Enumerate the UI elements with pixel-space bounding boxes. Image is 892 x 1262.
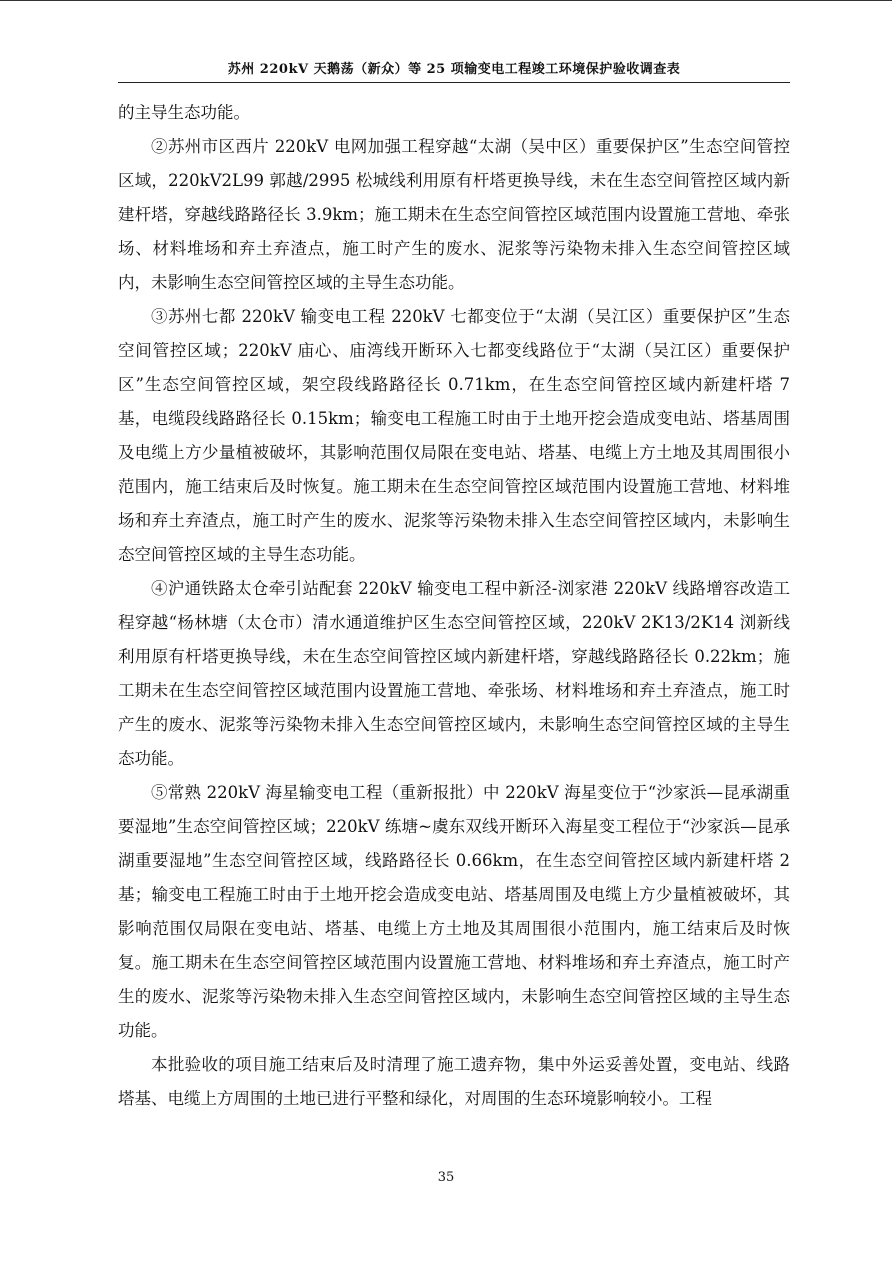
- paragraph-continuation: 的主导生态功能。: [118, 103, 250, 122]
- header-rule: [118, 82, 790, 83]
- page-number: 35: [437, 1170, 455, 1185]
- paragraph-summary: 本批验收的项目施工结束后及时清理了施工遗弃物，集中外运妥善处置，变电站、线路塔基、电缆上方周围的土地已进行平整和绿化，对周围的生态环境影响较小。工程: [118, 1055, 790, 1108]
- paragraph-item-4: ④沪通铁路太仓牵引站配套 220kV 输变电工程中新泾-浏家港 220kV 线路增容改造工程穿越“杨林塘（太仓市）清水通道维护区生态空间管控区域，220kV 2K13/2K14 浏新线利用原有杆塔更换导线，未在生态空间管控区域内新建杆塔，穿越线路路径长 0.22km；施工期未在生态空间管控区域范围内设置施工营地、牵张场、材料堆场和弃土弃渣点，施工时产生的废水、泥浆等污染物未排入生态空间管控区域内，未影响生态空间管控区域的主导生态功能。: [118, 579, 790, 768]
- paragraph-item-3: ③苏州七都 220kV 输变电工程 220kV 七都变位于“太湖（吴江区）重要保护区”生态空间管控区域；220kV 庙心、庙湾线开断环入七都变线路位于“太湖（吴江区）重要保护区”生态空间管控区域，架空段线路路径长 0.71km，在生态空间管控区域内新建杆塔 7 基，电缆段线路路径长 0.15km；输变电工程施工时由于土地开挖会造成变电站、塔基周围及电缆上方少量植被破坏，其影响范围仅局限在变电站、塔基、电缆上方土地及其周围很小范围内，施工结束后及时恢复。施工期未在生态空间管控区域范围内设置施工营地、材料堆场和弃土弃渣点，施工时产生的废水、泥浆等污染物未排入生态空间管控区域内，未影响生态空间管控区域的主导生态功能。: [118, 307, 790, 564]
- page-top-border: [0, 0, 892, 1]
- paragraph-item-5: ⑤常熟 220kV 海星输变电工程（重新报批）中 220kV 海星变位于“沙家浜—昆承湖重要湿地”生态空间管控区域；220kV 练塘~虞东双线开断环入海星变工程位于“沙家浜—昆承湖重要湿地”生态空间管控区域，线路路径长 0.66km，在生态空间管控区域内新建杆塔 2 基；输变电工程施工时由于土地开挖会造成变电站、塔基周围及电缆上方少量植被破坏，其影响范围仅局限在变电站、塔基、电缆上方土地及其周围很小范围内，施工结束后及时恢复。施工期未在生态空间管控区域范围内设置施工营地、材料堆场和弃土弃渣点，施工时产生的废水、泥浆等污染物未排入生态空间管控区域内，未影响生态空间管控区域的主导生态功能。: [118, 783, 790, 1040]
- document-header-title: 苏州 220kV 天鹅荡（新众）等 25 项输变电工程竣工环境保护验收调查表: [227, 62, 681, 77]
- paragraph-item-2: ②苏州市区西片 220kV 电网加强工程穿越“太湖（吴中区）重要保护区”生态空间管控区域，220kV2L99 郭越/2995 松城线利用原有杆塔更换导线，未在生态空间管控区域内新建杆塔，穿越线路路径长 3.9km；施工期未在生态空间管控区域范围内设置施工营地、牵张场、材料堆场和弃土弃渣点，施工时产生的废水、泥浆等污染物未排入生态空间管控区域内，未影响生态空间管控区域的主导生态功能。: [118, 137, 790, 292]
- document-body: [118, 96, 790, 1116]
